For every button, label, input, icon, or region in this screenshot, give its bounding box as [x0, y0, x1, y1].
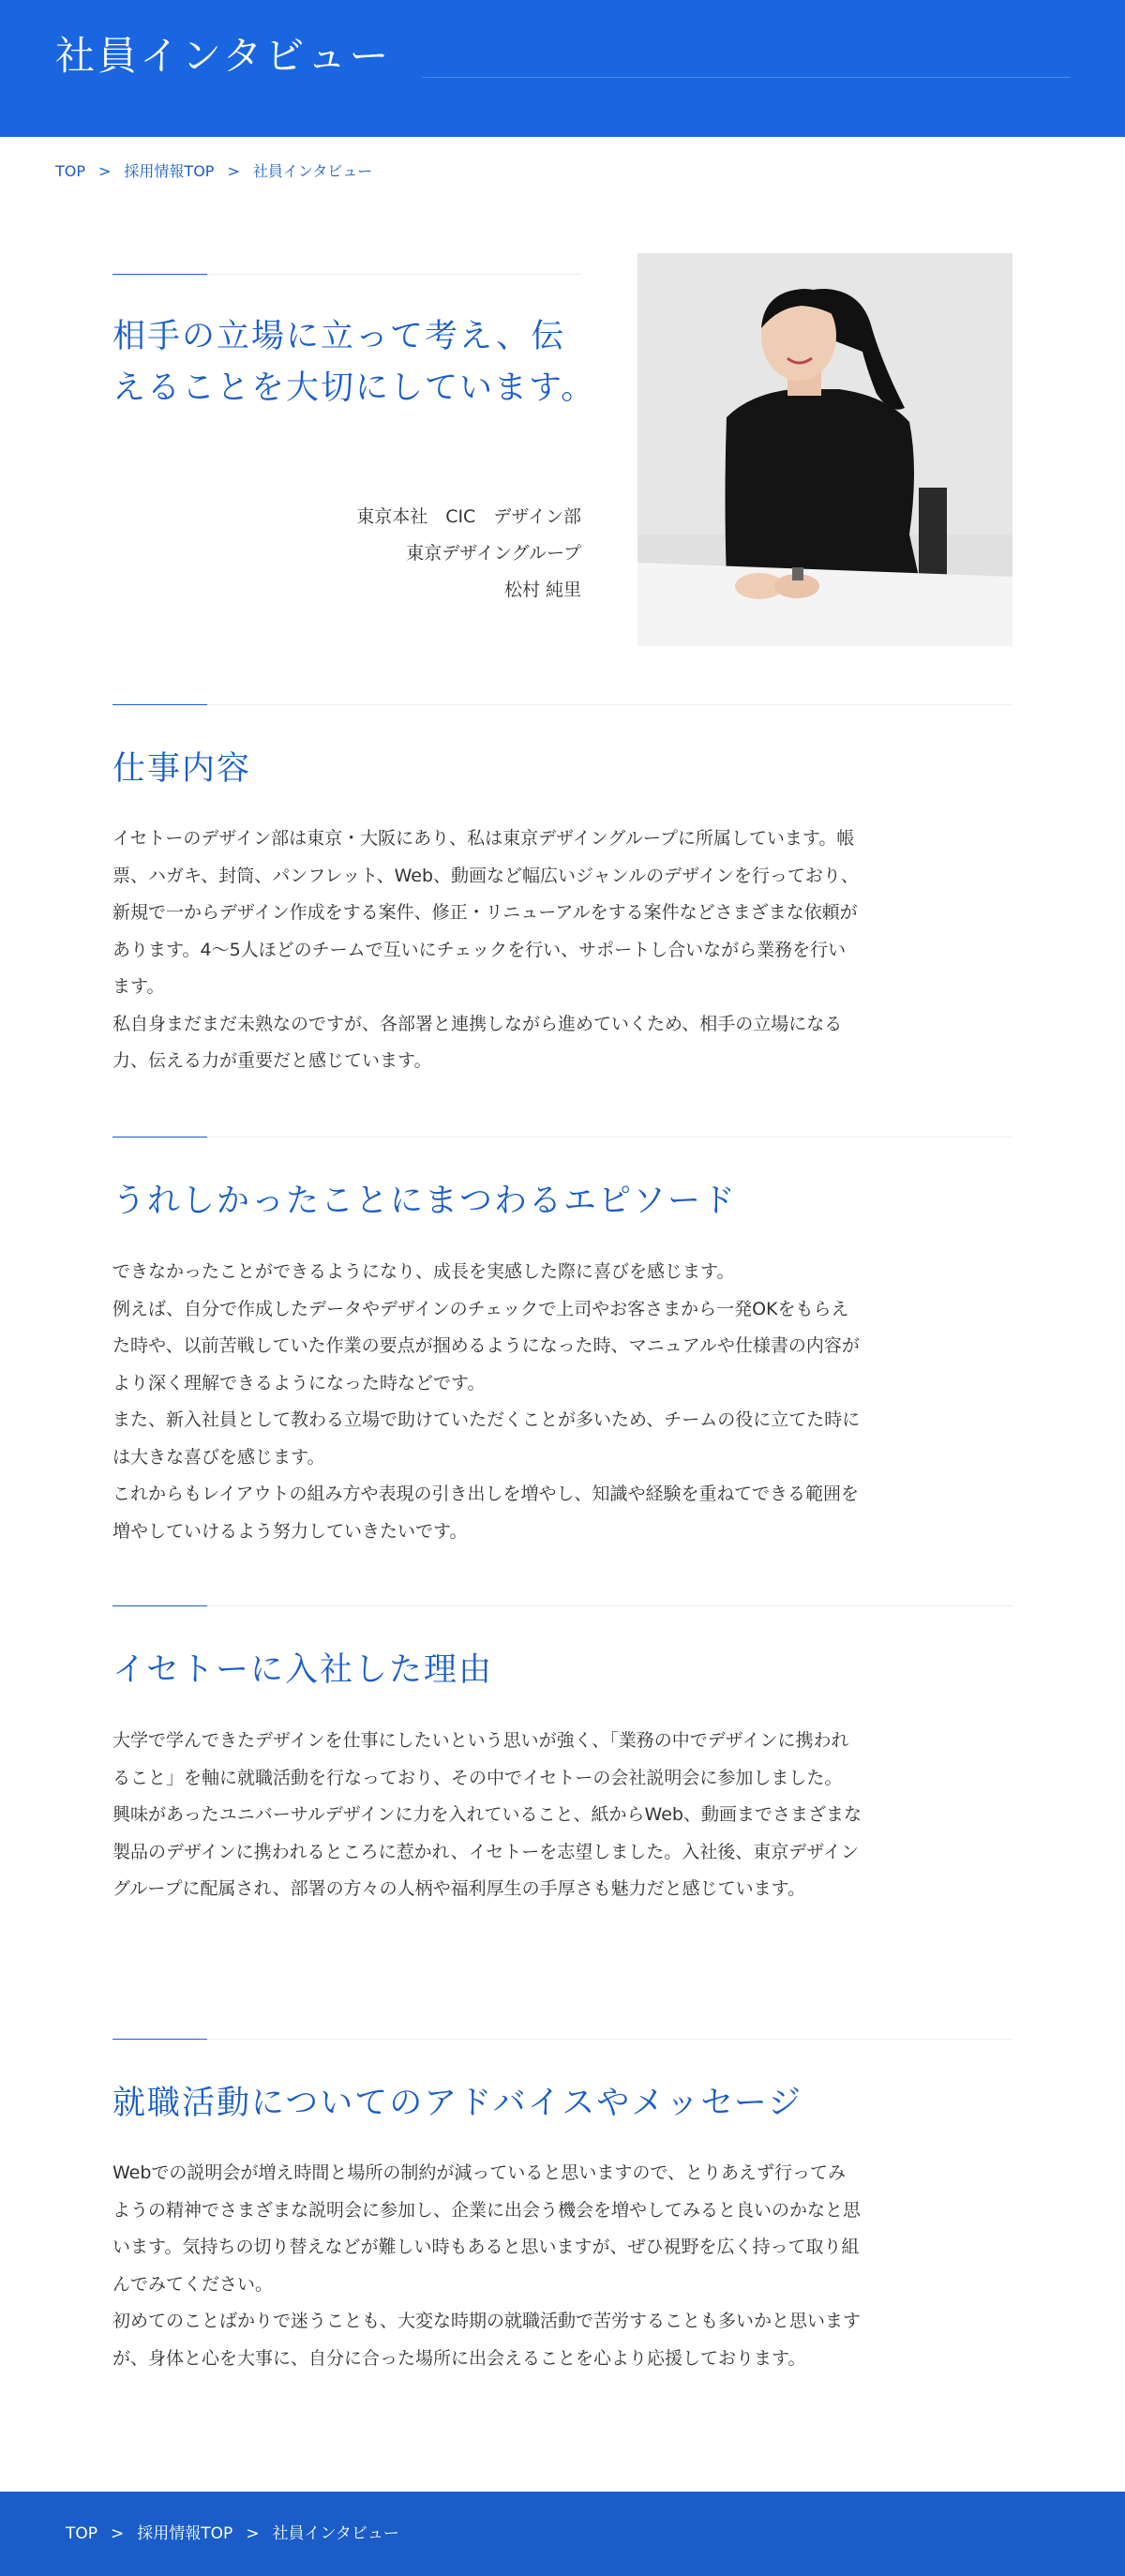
intro-divider	[112, 274, 581, 275]
divider-accent	[112, 1605, 207, 1606]
section-body-advice	[112, 2155, 862, 2377]
footer-link-recruit-top[interactable]: 採用情報TOP	[137, 2524, 233, 2543]
paragraph: 例えば、自分で作成したデータやデザインのチェックで上司やお客さまから一発OKをもらえた時や、以前苦戦していた作業の要点が掴めるようになった時、マニュアルや仕様書の内容がより深く理解できるようになった時などです。	[112, 1298, 860, 1393]
paragraph: 興味があったユニバーサルデザインに力を入れていること、紙からWeb、動画までさまざまな製品のデザインに携われるところに惹かれ、イセトーを志望しました。入社後、東京デザイングループに配属され、部署の方々の人柄や福利厚生の手厚さも魅力だと感じています。	[112, 1804, 862, 1899]
footer-link-top[interactable]: TOP	[66, 2524, 98, 2543]
employee-office: 東京本社 CIC デザイン部	[356, 506, 581, 527]
employee-info	[281, 499, 581, 609]
footer-breadcrumb-separator: >	[246, 2524, 260, 2543]
divider-accent	[112, 274, 207, 275]
paragraph: また、新入社員として教わる立場で助けていただくことが多いため、チームの役に立てた時には大きな喜びを感じます。	[112, 1409, 861, 1468]
employee-photo-illustration	[638, 253, 1012, 646]
section-body-job	[112, 821, 862, 1080]
divider-accent	[112, 2039, 207, 2040]
section-divider	[112, 2039, 1012, 2040]
breadcrumb-link-top[interactable]: TOP	[55, 162, 86, 180]
paragraph: 初めてのことばかりで迷うことも、大変な時期の就職活動で苦労することも多いかと思いますが、身体と心を大事に、自分に合った場所に出会えることを心より応援しております。	[112, 2311, 862, 2369]
footer-breadcrumb-separator: >	[111, 2524, 125, 2543]
section-body-reason	[112, 1723, 862, 1908]
breadcrumb-separator: >	[227, 162, 240, 180]
paragraph: これからもレイアウトの組み方や表現の引き出しを増やし、知識や経験を重ねてできる範囲を増やしていけるよう努力していきたいです。	[112, 1484, 860, 1542]
section-title-reason: イセトーに入社した理由	[112, 1651, 493, 1689]
interview-headline: 相手の立場に立って考え、伝えることを大切にしています。	[112, 318, 596, 407]
section-title-advice: 就職活動についてのアドバイスやメッセージ	[112, 2085, 803, 2122]
section-divider	[112, 1605, 1012, 1606]
breadcrumb-link-recruit-top[interactable]: 採用情報TOP	[124, 162, 215, 180]
divider-accent	[112, 704, 207, 705]
employee-photo	[638, 253, 1012, 646]
paragraph: Webでの説明会が増え時間と場所の制約が減っていると思いますので、とりあえず行ってみようの精神でさまざまな説明会に参加し、企業に出会う機会を増やしてみると良いのかなと思います。気持ちの切り替えなどが難しい時もあると思いますが、ぜひ視野を広く持って取り組んでみてください。	[112, 2162, 862, 2295]
breadcrumb-link-interview[interactable]: 社員インタビュー	[252, 162, 373, 180]
breadcrumb	[55, 161, 372, 182]
page-title: 社員インタビュー	[55, 33, 392, 79]
breadcrumb-separator: >	[98, 162, 112, 180]
header-divider	[422, 77, 1071, 78]
footer-breadcrumb	[66, 2523, 399, 2544]
section-divider	[112, 704, 1012, 705]
footer-link-interview[interactable]: 社員インタビュー	[272, 2524, 399, 2543]
section-body-episode	[112, 1254, 862, 1550]
paragraph: イセトーのデザイン部は東京・大阪にあり、私は東京デザイングループに所属しています。帳票、ハガキ、封筒、パンフレット、Web、動画など幅広いジャンルのデザインを行っており、新規で一からデザイン作成をする案件、修正・リニューアルをする案件などさまざまな依頼があります。4〜5人ほどのチームで互いにチェックを行い、サポートし合いながら業務を行います。	[112, 828, 859, 997]
section-title-job: 仕事内容	[112, 750, 252, 788]
employee-name: 松村 純里	[503, 580, 581, 600]
paragraph: 大学で学んできたデザインを仕事にしたいという思いが強く、「業務の中でデザインに携われること」を軸に就職活動を行なっており、その中でイセトーの会社説明会に参加しました。	[112, 1730, 849, 1788]
page-header	[0, 0, 1125, 137]
section-title-episode: うれしかったことにまつわるエピソード	[112, 1183, 738, 1220]
employee-group: 東京デザイングループ	[406, 543, 581, 564]
page-footer	[0, 2492, 1125, 2576]
paragraph: 私自身まだまだ未熟なのですが、各部署と連携しながら進めていくため、相手の立場になる力、伝える力が重要だと感じています。	[112, 1013, 843, 1071]
paragraph: できなかったことができるようになり、成長を実感した際に喜びを感じます。	[112, 1261, 735, 1282]
